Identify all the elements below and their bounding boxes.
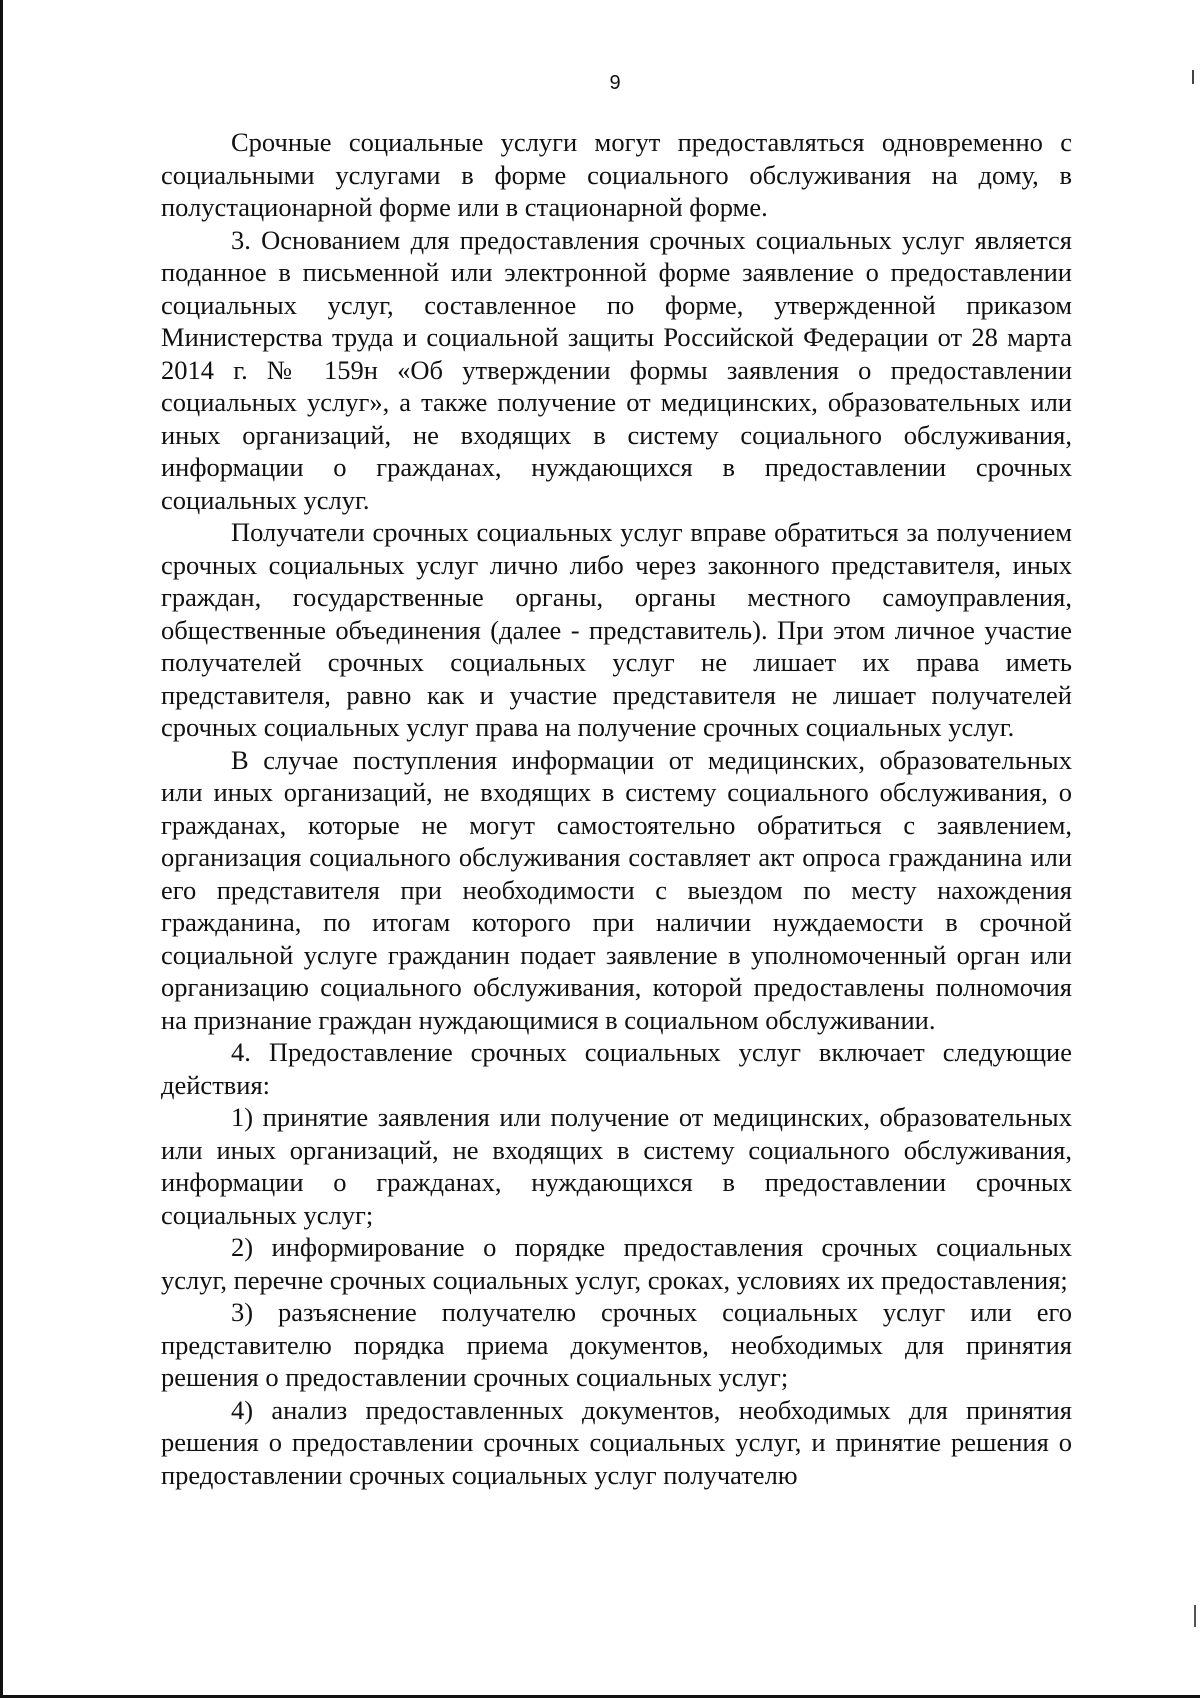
scan-mark xyxy=(1194,1605,1196,1627)
list-item-3: 3) разъяснение получателю срочных социальных услуг или его представителю порядка приема документов, необходимых для принятия решения о предоставлении срочных социальных услуг; xyxy=(161,1297,1072,1392)
paragraph-recipients-representative: Получатели срочных социальных услуг вправе обратиться за получением срочных социальных услуг лично либо через законного представителя, иных граждан, государственные органы, органы местного самоуправления, общественные объединения (далее - представитель). При этом личное участие получателей срочных социальных услуг не лишает их права иметь представителя, равно как и участие представителя не лишает получателей срочных социальных услуг права на получение срочных социальных услуг. xyxy=(161,517,1072,742)
paragraph-basis-for-provision: 3. Основанием для предоставления срочных социальных услуг является поданное в письменной или электронной форме заявление о предоставлении социальных услуг, составленное по форме, утвержденной приказом Министерства труда и социальной защиты Российской Федерации от 28 марта 2014 г. № 159н «Об утверждении формы заявления о предоставлении социальных услуг», а также получение от медицинских, образовательных или иных организаций, не входящих в систему социального обслуживания, информации о гражданах, нуждающихся в предоставлении срочных социальных услуг. xyxy=(161,224,1072,515)
page-number: 9 xyxy=(609,72,621,94)
paragraph-provision-actions: 4. Предоставление срочных социальных услуг включает следующие действия: xyxy=(161,1037,1072,1100)
paragraph-information-received: В случае поступления информации от медицинских, образовательных или иных организаций, не входящих в систему социального обслуживания, о гражданах, которые не могут самостоятельно обратиться с заявлением, организация социального обслуживания составляет акт опроса гражданина или его представителя при необходимости с выездом по месту нахождения гражданина, по итогам которого при наличии нуждаемости в срочной социальной услуге гражданин подает заявление в уполномоченный орган или организацию социального обслуживания, которой предоставлены полномочия на признание граждан нуждающимися в социальном обслуживании. xyxy=(161,744,1072,1035)
document-body xyxy=(161,126,1072,1491)
paragraph-urgent-services-combined: Срочные социальные услуги могут предоставляться одновременно с социальными услугами в форме социального обслуживания на дому, в полустационарной форме или в стационарной форме. xyxy=(161,127,1072,222)
list-item-1: 1) принятие заявления или получение от медицинских, образовательных или иных организаций, не входящих в систему социального обслуживания, информации о гражданах, нуждающихся в предоставлении срочных социальных услуг; xyxy=(161,1102,1072,1230)
list-item-4: 4) анализ предоставленных документов, необходимых для принятия решения о предоставлении срочных социальных услуг, и принятие решения о предоставлении срочных социальных услуг получателю xyxy=(161,1394,1072,1490)
scan-left-edge xyxy=(0,0,3,1698)
list-item-2: 2) информирование о порядке предоставления срочных социальных услуг, перечне срочных социальных услуг, сроках, условиях их предоставления; xyxy=(161,1232,1072,1295)
